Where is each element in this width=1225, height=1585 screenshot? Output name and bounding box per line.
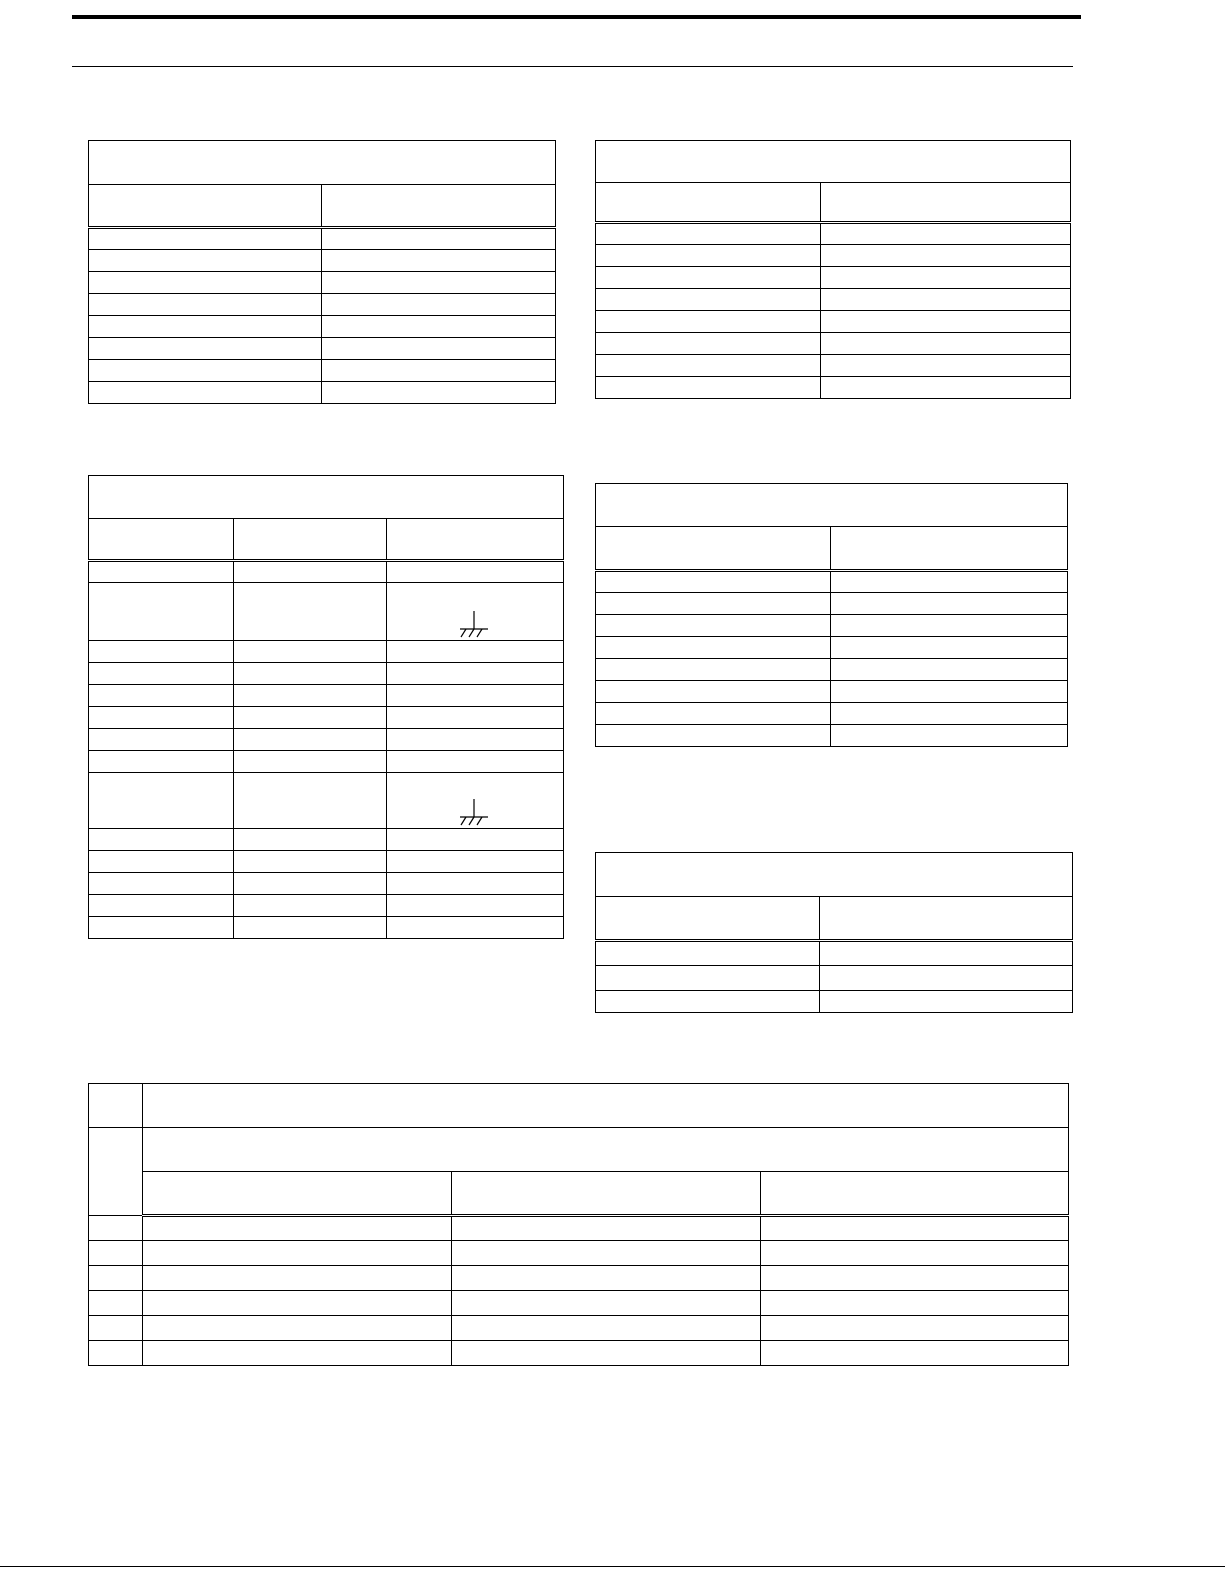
table-cell [89,250,322,272]
table-cell [234,729,387,751]
table-row [89,583,564,641]
table-row [89,685,564,707]
table-cell [596,267,821,289]
table-cell [89,382,322,404]
table-row [89,1266,1069,1291]
column-header [596,527,831,571]
table-cell [322,360,556,382]
table-cell [387,751,564,773]
table-cell [387,583,564,641]
table-cell [322,316,556,338]
table-cell [596,355,821,377]
table-cell [831,637,1068,659]
table-cell [387,641,564,663]
table-cell [596,571,831,593]
table-cell [322,272,556,294]
table-cell [596,991,820,1013]
table-cell [761,1291,1069,1316]
column-header [234,519,387,561]
table-cell [452,1241,761,1266]
table-cell [234,583,387,641]
table-cell [596,223,821,245]
table-cell [143,1341,452,1366]
table-row [89,338,556,360]
column-header [89,185,322,228]
table-cell [387,561,564,583]
table-cell [89,729,234,751]
table-cell [89,1216,143,1241]
table-cell [89,338,322,360]
table-cell [234,641,387,663]
table-cell [596,615,831,637]
table-row [89,1216,1069,1241]
table-cell [387,895,564,917]
table-cell [89,641,234,663]
table-cell [820,991,1073,1013]
table-row [89,729,564,751]
table-cell [596,311,821,333]
table-cell [322,382,556,404]
table-cell [831,615,1068,637]
table-cell [596,725,831,747]
table-cell [89,1316,143,1341]
table-title [596,484,1068,527]
table-title [596,141,1071,183]
table-row [89,773,564,829]
table-row [596,703,1068,725]
table-cell [89,707,234,729]
table-cell [387,729,564,751]
table-cell [89,294,322,316]
table-cell [761,1216,1069,1241]
table-cell [821,311,1071,333]
table-cell [89,895,234,917]
header-rule-thin [72,66,1073,67]
table-row [89,917,564,939]
table-row [596,333,1071,355]
table-row [596,289,1071,311]
table-cell [821,267,1071,289]
table-cell [387,685,564,707]
table-cell [89,272,322,294]
table-cell [596,245,821,267]
table-cell [452,1266,761,1291]
table-row [596,571,1068,593]
table-cell [89,773,234,829]
table-cell [234,685,387,707]
table-cell [234,873,387,895]
table-cell [761,1316,1069,1341]
table-cell [596,659,831,681]
column-header [831,527,1068,571]
group-label [143,1128,1069,1172]
table-row [89,1316,1069,1341]
table-cell [143,1266,452,1291]
table-row [89,895,564,917]
table-cell [387,663,564,685]
table-row [89,561,564,583]
table-row [89,829,564,851]
table-cell [596,637,831,659]
table-cell [761,1241,1069,1266]
table-cell [831,593,1068,615]
column-header [387,519,564,561]
table-cell [821,333,1071,355]
table-cell [761,1341,1069,1366]
table-cell [821,223,1071,245]
table-cell [234,751,387,773]
column-header [143,1172,452,1216]
table-row [596,355,1071,377]
table-cell [387,917,564,939]
table-row [89,1291,1069,1316]
table-title [596,853,1073,897]
table-cell [89,1341,143,1366]
table-row [596,223,1071,245]
table-top-left [88,140,556,404]
table-cell [143,1291,452,1316]
table-cell [234,829,387,851]
table-cell [89,751,234,773]
column-header [452,1172,761,1216]
table-row [596,725,1068,747]
table-cell [820,941,1073,966]
column-header [821,183,1071,223]
table-row [89,294,556,316]
table-cell [596,593,831,615]
table-cell [234,851,387,873]
table-row [596,991,1073,1013]
table-cell [234,707,387,729]
table-title [143,1084,1069,1128]
column-header [761,1172,1069,1216]
table-row [596,615,1068,637]
table-cell [89,1241,143,1266]
table-row [89,663,564,685]
table-cell [89,583,234,641]
table-cell [452,1291,761,1316]
table-row [596,966,1073,991]
table-row [596,659,1068,681]
table-row [89,316,556,338]
table-middle-right [595,483,1068,747]
table-row [596,681,1068,703]
table-cell [89,1291,143,1316]
table-cell [596,377,821,399]
table-cell [831,681,1068,703]
table-cell [596,681,831,703]
table-cell [831,725,1068,747]
table-bottom [88,1083,1069,1366]
column-header [322,185,556,228]
table-cell [143,1241,452,1266]
table-row [89,851,564,873]
table-top-right [595,140,1071,399]
table-row [596,593,1068,615]
table-cell [596,703,831,725]
table-cell [89,1266,143,1291]
table-cell [234,917,387,939]
table-cell [821,355,1071,377]
table-cell [761,1266,1069,1291]
table-row [89,250,556,272]
table-cell [322,228,556,250]
table-cell [452,1341,761,1366]
table-row [596,377,1071,399]
table-cell [322,250,556,272]
table-cell [234,895,387,917]
table-cell [596,966,820,991]
column-header [596,183,821,223]
table-title [89,476,564,519]
table-cell [387,829,564,851]
table-row [89,360,556,382]
table-cell [89,829,234,851]
table-row [89,382,556,404]
table-cell [596,941,820,966]
table-cell [387,707,564,729]
table-cell [89,873,234,895]
table-cell [821,245,1071,267]
table-row [596,637,1068,659]
table-row [89,228,556,250]
footer-rule [0,1566,1225,1567]
table-cell [89,917,234,939]
header-rule-thick [72,15,1081,19]
table-cell [387,873,564,895]
table-row [596,311,1071,333]
table-cell [322,294,556,316]
table-cell [821,289,1071,311]
column-header [89,1128,143,1216]
table-cell [143,1316,452,1341]
table-middle-left [88,475,564,939]
table-row [596,941,1073,966]
row-label-cell [89,1084,143,1128]
table-title [89,141,556,185]
table-cell [452,1216,761,1241]
table-cell [596,289,821,311]
table-row [89,707,564,729]
table-row [89,751,564,773]
chassis-ground-icon [457,797,491,827]
table-cell [89,685,234,707]
table-row [89,272,556,294]
table-cell [89,561,234,583]
table-cell [322,338,556,360]
table-cell [831,571,1068,593]
table-cell [234,773,387,829]
table-cell [831,703,1068,725]
column-header [820,897,1073,941]
table-cell [89,360,322,382]
column-header [89,519,234,561]
table-cell [143,1216,452,1241]
table-cell [831,659,1068,681]
table-cell [89,316,322,338]
column-header [596,897,820,941]
table-lower-right [595,852,1073,1013]
table-cell [821,377,1071,399]
table-row [89,1241,1069,1266]
table-cell [234,561,387,583]
table-cell [452,1316,761,1341]
chassis-ground-icon [457,609,491,639]
table-row [596,267,1071,289]
table-cell [596,333,821,355]
table-row [596,245,1071,267]
table-cell [387,773,564,829]
table-cell [89,851,234,873]
table-cell [89,228,322,250]
table-row [89,873,564,895]
table-cell [234,663,387,685]
table-row [89,641,564,663]
table-cell [387,851,564,873]
table-cell [89,663,234,685]
table-row [89,1341,1069,1366]
table-cell [820,966,1073,991]
